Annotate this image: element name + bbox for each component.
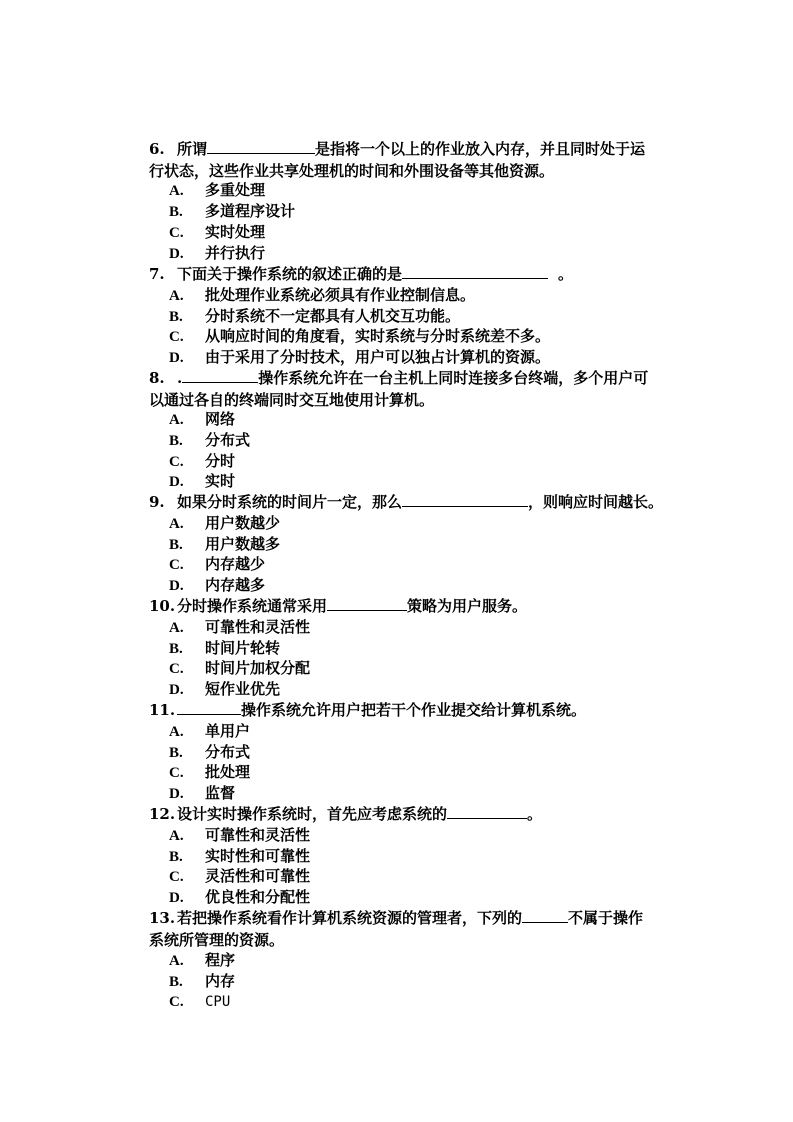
question-text: 是指将一个以上的作业放入内存，并且同时处于运: [315, 140, 646, 158]
option-text: 单用户: [205, 722, 251, 740]
option-text: 优良性和分配性: [205, 888, 311, 906]
option-letter: A.: [169, 724, 184, 740]
question-13: [149, 907, 679, 930]
option-text: 实时性和可靠性: [205, 847, 311, 865]
question-text: 。: [527, 805, 543, 823]
answer-blank: [327, 595, 407, 611]
option-letter: B.: [169, 204, 183, 220]
option: [169, 971, 235, 993]
question-text-continued: 以通过各自的终端同时交互地使用计算机。: [149, 391, 435, 409]
option: [169, 887, 310, 909]
option: [169, 430, 250, 452]
option-letter: A.: [169, 516, 184, 532]
question-10: [149, 595, 679, 618]
option-letter: D.: [169, 890, 184, 906]
question-7: [149, 263, 679, 286]
option: [169, 991, 230, 1013]
option-letter: A.: [169, 412, 184, 428]
answer-blank: [177, 699, 241, 715]
question-text: 如果分时系统的时间片一定，那么: [177, 493, 403, 511]
option-text: 由于采用了分时技术，用户可以独占计算机的资源。: [205, 348, 551, 366]
option-text: 内存: [205, 972, 236, 990]
option: [169, 326, 550, 348]
option-letter: B.: [169, 537, 183, 553]
option: [169, 638, 280, 660]
option: [169, 534, 280, 556]
option: [169, 742, 250, 764]
question-text: ，则响应时间越长。: [528, 493, 664, 511]
option-letter: A.: [169, 288, 184, 304]
option: [169, 762, 250, 784]
option-text: 实时: [205, 472, 236, 490]
option-text: 多道程序设计: [205, 202, 296, 220]
question-text-continued: 行状态，这些作业共享处理机的时间和外围设备等其他资源。: [149, 162, 555, 180]
option: [169, 513, 280, 535]
question-text: 设计实时操作系统时，首先应考虑系统的: [177, 805, 448, 823]
option-letter: B.: [169, 745, 183, 761]
question-text: 策略为用户服务。: [407, 597, 528, 615]
option-letter: D.: [169, 474, 184, 490]
option: [169, 846, 310, 868]
option-letter: B.: [169, 433, 183, 449]
question-text-continued: 系统所管理的资源。: [149, 931, 285, 949]
option-text: 灵活性和可靠性: [205, 867, 311, 885]
question-number: 13.: [149, 909, 176, 927]
option: [169, 471, 235, 493]
option-letter: C.: [169, 454, 184, 470]
option-letter: C.: [169, 661, 184, 677]
option: [169, 575, 265, 597]
question-9: [149, 491, 679, 514]
question-6: [149, 138, 679, 161]
option-letter: A.: [169, 620, 184, 636]
option: [169, 721, 250, 743]
option-letter: C.: [169, 557, 184, 573]
answer-blank: [182, 367, 258, 383]
option: [169, 180, 265, 202]
option-letter: A.: [169, 183, 184, 199]
answer-blank: [447, 803, 527, 819]
question-text: 操作系统允许在一台主机上同时连接多台终端，多个用户可: [258, 369, 649, 387]
option-text: 程序: [205, 951, 236, 969]
option: [169, 306, 460, 328]
option-text: 实时处理: [205, 223, 266, 241]
option-text: 用户数越多: [205, 535, 281, 553]
option-text: 从响应时间的角度看，实时系统与分时系统差不多。: [205, 327, 551, 345]
answer-blank: [207, 138, 315, 154]
option: [169, 347, 550, 369]
option-letter: D.: [169, 786, 184, 802]
question-number: 8.: [149, 369, 165, 387]
option: [169, 409, 235, 431]
question-number: 10.: [149, 597, 176, 615]
question-number: 9.: [149, 493, 165, 511]
question-text: 下面关于操作系统的叙述正确的是: [177, 265, 403, 283]
option: [169, 866, 310, 888]
option-letter: D.: [169, 578, 184, 594]
question-number: 11.: [149, 701, 176, 719]
option: [169, 451, 235, 473]
option-letter: C.: [169, 765, 184, 781]
option-letter: B.: [169, 974, 183, 990]
option-text: 分时: [205, 452, 236, 470]
option-text: 时间片轮转: [205, 639, 281, 657]
option-letter: C.: [169, 329, 184, 345]
option-text: 监督: [205, 784, 236, 802]
option-text: 内存越少: [205, 555, 266, 573]
question-8: [149, 367, 679, 390]
option-text: 分布式: [205, 743, 251, 761]
option: [169, 783, 235, 805]
answer-blank: [402, 491, 528, 507]
question-text: 不属于操作: [568, 909, 644, 927]
question-text: 若把操作系统看作计算机系统资源的管理者，下列的: [177, 909, 523, 927]
option: [169, 285, 475, 307]
option-letter: A.: [169, 953, 184, 969]
option: [169, 554, 265, 576]
option: [169, 617, 310, 639]
option-letter: D.: [169, 350, 184, 366]
question-12: [149, 803, 679, 826]
option: [169, 679, 280, 701]
option: [169, 658, 310, 680]
question-text: 。: [558, 265, 574, 283]
question-text: 所谓: [177, 140, 208, 158]
option-text: 分时系统不一定都具有人机交互功能。: [205, 307, 461, 325]
option-letter: C.: [169, 869, 184, 885]
question-text: 分时操作系统通常采用: [177, 597, 328, 615]
option: [169, 825, 310, 847]
option-text: 网络: [205, 410, 236, 428]
question-text: 操作系统允许用户把若干个作业提交给计算机系统。: [241, 701, 587, 719]
option: [169, 201, 295, 223]
answer-blank: [402, 263, 548, 279]
option-text: 批处理: [205, 763, 251, 781]
option-letter: B.: [169, 849, 183, 865]
option-text: 可靠性和灵活性: [205, 618, 311, 636]
option-letter: C.: [169, 994, 184, 1010]
option-letter: B.: [169, 309, 183, 325]
option-text: 批处理作业系统必须具有作业控制信息。: [205, 286, 476, 304]
option-text: 用户数越少: [205, 514, 281, 532]
question-number: 7.: [149, 265, 165, 283]
option-letter: A.: [169, 828, 184, 844]
option-letter: C.: [169, 225, 184, 241]
option-text: 短作业优先: [205, 680, 281, 698]
option-text: CPU: [205, 994, 231, 1010]
answer-blank: [522, 907, 568, 923]
option-text: 并行执行: [205, 244, 266, 262]
option-text: 分布式: [205, 431, 251, 449]
option-text: 可靠性和灵活性: [205, 826, 311, 844]
option: [169, 222, 265, 244]
option-text: 内存越多: [205, 576, 266, 594]
option-letter: B.: [169, 641, 183, 657]
question-text: .: [177, 369, 183, 387]
option-text: 时间片加权分配: [205, 659, 311, 677]
question-number: 6.: [149, 140, 165, 158]
option: [169, 950, 235, 972]
question-11: [149, 699, 679, 722]
option-text: 多重处理: [205, 181, 266, 199]
option: [169, 243, 265, 265]
question-number: 12.: [149, 805, 176, 823]
option-letter: D.: [169, 682, 184, 698]
option-letter: D.: [169, 246, 184, 262]
